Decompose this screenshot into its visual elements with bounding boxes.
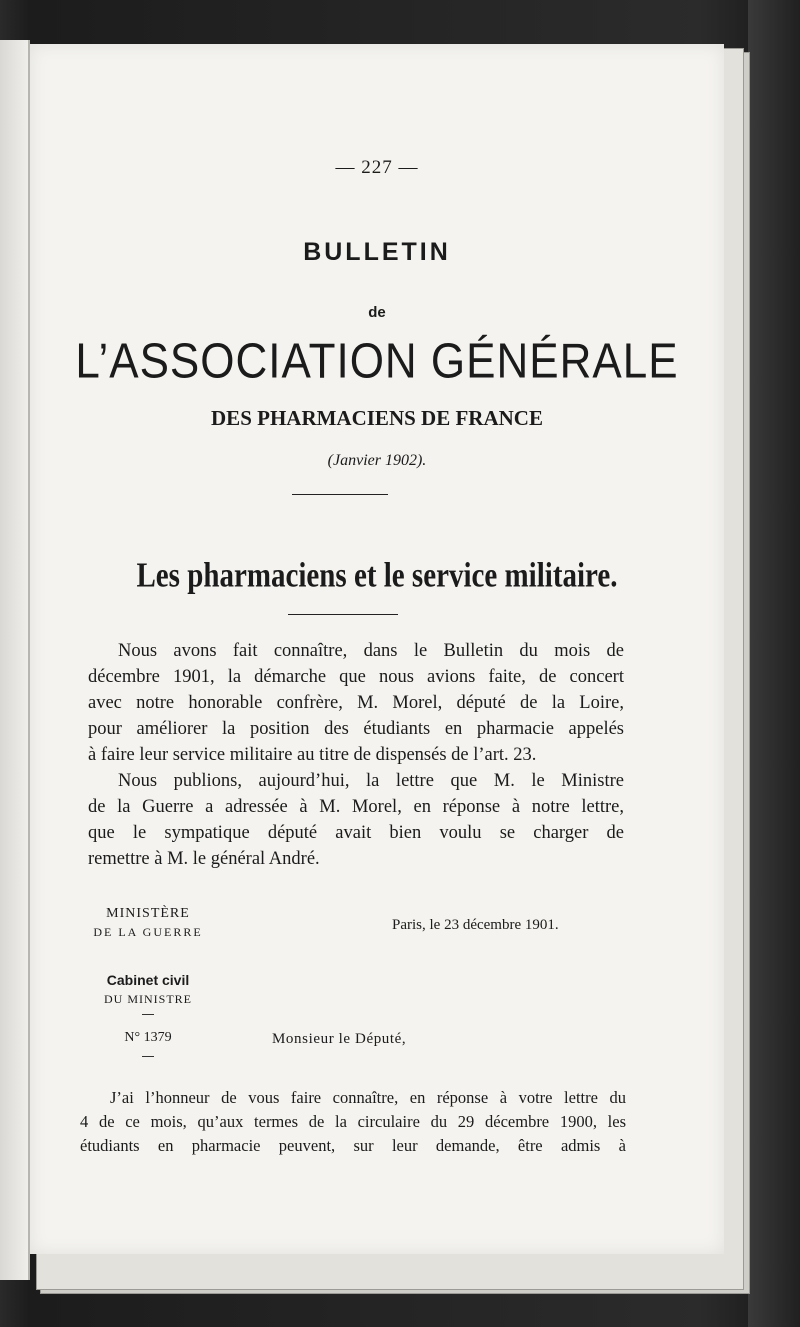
body-line: à faire leur service militaire au titre de dispensés de l’art. 23. [88,745,537,765]
body-line: que le sympatique député avait bien voulu se charger de [88,823,624,843]
association-subtitle: DES PHARMACIENS DE FRANCE [211,406,543,430]
previous-page-edge [0,40,30,1280]
heading-connector: de [368,304,386,321]
document-page [30,44,724,1254]
issue-date: (Janvier 1902). [327,452,427,469]
heading-divider [292,494,388,495]
letterhead-dash [142,1014,154,1015]
letterhead-cabinet: Cabinet civil [106,972,190,988]
ministry-name: MINISTÈRE [106,906,190,921]
letter-line: 4 de ce mois, qu’aux termes de la circulaire du 29 décembre 1900, les [80,1112,626,1131]
body-line: Nous avons fait connaître, dans le Bulletin du mois de [118,641,624,661]
article-body [88,638,624,872]
letter-line: J’ai l’honneur de vous faire connaître, en réponse à votre lettre du [110,1088,626,1107]
body-line: remettre à M. le général André. [88,849,320,869]
body-line: pour améliorer la position des étudiants en pharmacie appelés [88,719,624,739]
body-line: Nous publions, aujourd’hui, la lettre que M. le Ministre [118,771,624,791]
letter-body [80,1086,626,1158]
body-line: avec notre honorable confrère, M. Morel, député de la Loire, [88,693,624,713]
letterhead-dash [142,1056,154,1057]
title-divider [288,614,398,615]
body-line: décembre 1901, la démarche que nous avions faite, de concert [88,667,624,687]
ministry-department: DE LA GUERRE [93,925,203,939]
letter-reference-number: N° 1379 [124,1030,172,1045]
letter-salutation: Monsieur le Député, [272,1031,407,1047]
bulletin-heading: BULLETIN [303,238,451,266]
page-number: — 227 — [335,157,419,178]
article-title: Les pharmaciens et le service militaire. [136,556,618,596]
association-title: L’ASSOCIATION GÉNÉRALE [75,334,679,389]
letter-line: étudiants en pharmacie peuvent, sur leur demande, être admis à [80,1136,626,1155]
letterhead-ministry [78,904,218,942]
body-line: de la Guerre a adressée à M. Morel, en réponse à notre lettre, [88,797,624,817]
scanner-background [748,0,800,1327]
letterhead-cabinet-sub: DU MINISTRE [104,992,192,1006]
letter-place-date: Paris, le 23 décembre 1901. [392,917,559,933]
